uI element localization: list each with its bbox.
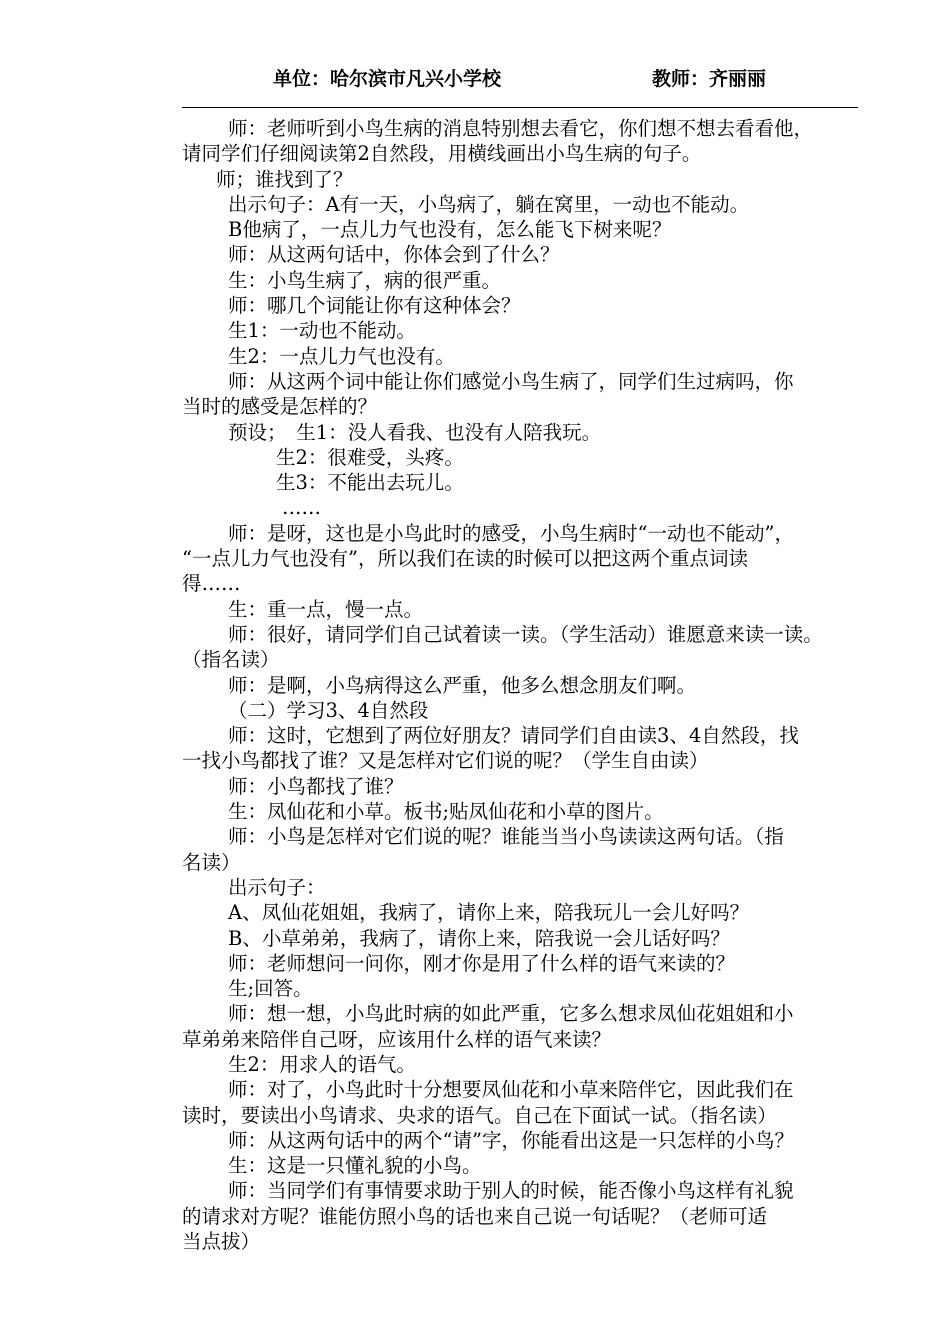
- text-line: 生2：很难受，头疼。: [276, 445, 464, 469]
- text-line: 生：重一点，慢一点。: [228, 597, 424, 621]
- teacher-name: 教师：齐丽丽: [652, 68, 767, 90]
- text-line: “一点儿力气也没有”，所以我们在读的时候可以把这两个重点词读: [182, 547, 748, 571]
- lesson-body: [182, 116, 862, 1254]
- text-line: 师：从这两句话中，你体会到了什么？: [228, 243, 560, 267]
- text-line: 师：很好，请同学们自己试着读一读。（学生活动）谁愿意来读一读。: [228, 622, 823, 646]
- text-line: 读时，要读出小鸟请求、央求的语气。自己在下面试一试。（指名读）: [182, 1103, 777, 1127]
- text-line: 生2：一点儿力气也没有。: [228, 344, 455, 368]
- text-line: 名读）: [182, 850, 241, 874]
- text-line: 当点拔）: [182, 1230, 261, 1254]
- text-line: 得……: [182, 572, 241, 596]
- text-line: 出示句子：A有一天，小鸟病了，躺在窝里，一动也不能动。: [228, 192, 750, 216]
- text-line: 师：从这两个词中能让你们感觉小鸟生病了，同学们生过病吗，你: [228, 369, 794, 393]
- text-line: ……: [282, 496, 321, 520]
- text-line: 师：是呀，这也是小鸟此时的感受，小鸟生病时“一动也不能动”，: [228, 521, 794, 545]
- text-line: 生1：一动也不能动。: [228, 319, 416, 343]
- header-rule: [182, 107, 858, 108]
- text-line: 师：对了，小鸟此时十分想要凤仙花和小草来陪伴它，因此我们在: [228, 1078, 794, 1102]
- text-line: 师：哪几个词能让你有这种体会？: [228, 294, 521, 318]
- text-line: 师：当同学们有事情要求助于别人的时候，能否像小鸟这样有礼貌: [228, 1179, 794, 1203]
- text-line: 师：从这两句话中的两个“请”字，你能看出这是一只怎样的小鸟？: [228, 1128, 794, 1152]
- text-line: 师：老师听到小鸟生病的消息特别想去看它，你们想不想去看看他，: [228, 117, 814, 140]
- text-line: 师：小鸟是怎样对它们说的呢？谁能当当小鸟读读这两句话。（指: [228, 825, 784, 849]
- text-line: （指名读）: [182, 648, 280, 672]
- text-line: 生：小鸟生病了，病的很严重。: [228, 268, 502, 292]
- text-line: 生3：不能出去玩儿。: [276, 471, 464, 495]
- text-line: 师：是啊，小鸟病得这么严重，他多么想念朋友们啊。: [228, 673, 697, 697]
- text-line: 出示句子：: [228, 875, 326, 899]
- text-line: 师；谁找到了？: [216, 167, 353, 191]
- section-heading: （二）学习3、4自然段: [228, 698, 429, 722]
- text-line: 生;回答。: [228, 977, 313, 1001]
- text-line: 生：凤仙花和小草。板书;贴凤仙花和小草的图片。: [228, 800, 664, 824]
- text-line: B他病了，一点儿力气也没有，怎么能飞下树来呢？: [228, 218, 672, 242]
- text-line: A、凤仙花姐姐，我病了，请你上来，陪我玩儿一会儿好吗？: [228, 901, 750, 925]
- page-header: [0, 64, 950, 94]
- text-line: 草弟弟来陪伴自己呀，应该用什么样的语气来读？: [182, 1027, 612, 1051]
- text-line: 师：这时，它想到了两位好朋友？请同学们自由读3、4自然段，找: [228, 724, 799, 748]
- text-line: 一找小鸟都找了谁？又是怎样对它们说的呢？（学生自由读）: [182, 749, 709, 773]
- text-line: B、小草弟弟，我病了，请你上来，陪我说一会儿话好吗？: [228, 926, 730, 950]
- text-line: 生：这是一只懂礼貌的小鸟。: [228, 1154, 482, 1178]
- text-line: 当时的感受是怎样的？: [182, 395, 378, 419]
- text-line: 师：小鸟都找了谁？: [228, 774, 404, 798]
- text-line: 师：老师想问一问你，刚才你是用了什么样的语气来读的？: [228, 951, 736, 975]
- text-line: 的请求对方呢？谁能仿照小鸟的话也来自己说一句话呢？（老师可适: [182, 1204, 768, 1228]
- school-unit: 单位：哈尔滨市凡兴小学校: [273, 68, 502, 90]
- text-line: 预设； 生1：没人看我、也没有人陪我玩。: [228, 420, 602, 444]
- text-line: 师：想一想，小鸟此时病的如此严重，它多么想求凤仙花姐姐和小: [228, 1002, 794, 1026]
- text-line: 请同学们仔细阅读第2自然段，用横线画出小鸟生病的句子。: [182, 142, 702, 166]
- text-line: 生2：用求人的语气。: [228, 1052, 416, 1076]
